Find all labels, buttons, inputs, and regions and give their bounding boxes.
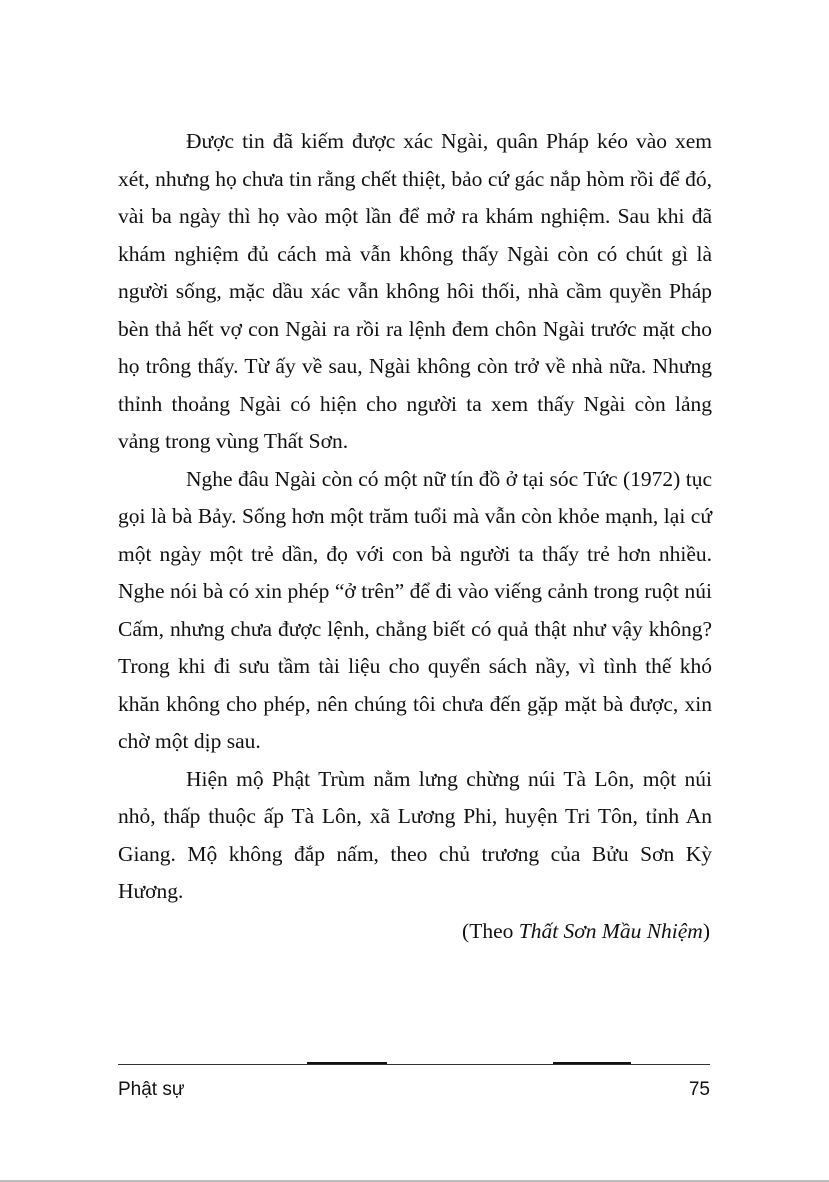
footer-rule — [118, 1064, 710, 1065]
footer-rule-accent-right — [553, 1062, 631, 1064]
citation — [118, 911, 712, 951]
paragraph-1: Được tin đã kiếm được xác Ngài, quân Pháp kéo vào xem xét, nhưng họ chưa tin rằng chết thiệt, bảo cứ gác nắp hòm rồi để đó, vài ba ngày thì họ vào một lần để mở ra khám nghiệm. Sau khi đã khám nghiệm đủ cách mà vẫn không thấy Ngài còn có chút gì là người sống, mặc dầu xác vẫn không hôi thối, nhà cầm quyền Pháp bèn thả hết vợ con Ngài ra rồi ra lệnh đem chôn Ngài trước mặt cho họ trông thấy. Từ ấy về sau, Ngài không còn trở về nhà nữa. Nhưng thỉnh thoảng Ngài có hiện cho người ta xem thấy Ngài còn lảng vảng trong vùng Thất Sơn. — [118, 129, 712, 453]
footer-section-title: Phật sự — [118, 1079, 185, 1100]
page-number: 75 — [688, 1079, 710, 1100]
body-text — [118, 123, 712, 951]
citation-close: ) — [702, 918, 710, 943]
citation-title: Thất Sơn Mầu Nhiệm — [518, 918, 703, 943]
footer-rule-accent-left — [307, 1062, 387, 1064]
paragraph-3: Hiện mộ Phật Trùm nằm lưng chừng núi Tà Lôn, một núi nhỏ, thấp thuộc ấp Tà Lôn, xã Lương Phi, huyện Tri Tôn, tỉnh An Giang. Mộ không đắp nấm, theo chủ trương của Bửu Sơn Kỳ Hương. — [118, 766, 712, 903]
citation-open: (Theo — [462, 918, 519, 943]
paragraph-2: Nghe đâu Ngài còn có một nữ tín đồ ở tại sóc Tức (1972) tục gọi là bà Bảy. Sống hơn một trăm tuổi mà vẫn còn khỏe mạnh, lại cứ một ngày một trẻ dần, đọ với con bà người ta thấy trẻ hơn nhiều. Nghe nói bà có xin phép “ở trên” để đi vào viếng cảnh trong ruột núi Cấm, nhưng chưa được lệnh, chẳng biết có quả thật như vậy không? Trong khi đi sưu tầm tài liệu cho quyển sách nầy, vì tình thế khó khăn không cho phép, nên chúng tôi chưa đến gặp mặt bà được, xin chờ một dịp sau. — [118, 466, 712, 753]
